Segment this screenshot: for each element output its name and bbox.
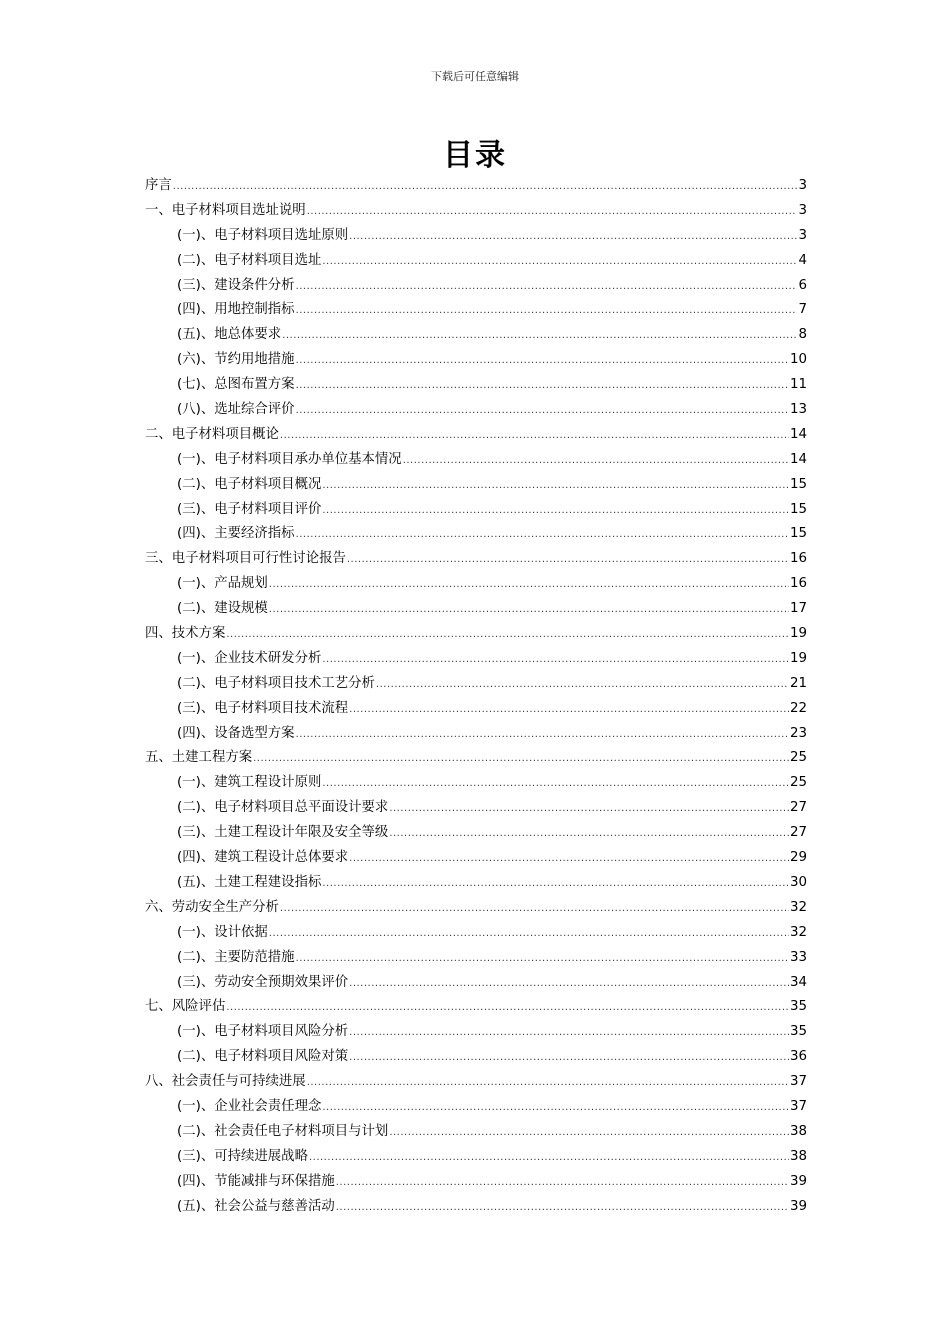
toc-dot-leader (269, 573, 789, 597)
toc-entry[interactable] (145, 473, 807, 498)
toc-entry-label: (四)、用地控制指标 (177, 302, 295, 318)
toc-entry-page-number: 27 (789, 825, 807, 841)
toc-entry-page-number: 25 (789, 750, 807, 766)
table-of-contents (145, 174, 807, 1219)
toc-entry[interactable] (145, 1070, 807, 1095)
toc-entry-label: (三)、电子材料项目技术流程 (177, 700, 349, 716)
toc-dot-leader (349, 225, 797, 249)
toc-entry-page-number: 10 (789, 352, 807, 368)
toc-entry-page-number: 11 (789, 377, 807, 393)
toc-entry-label: 一、电子材料项目选址说明 (145, 202, 306, 218)
toc-dot-leader (349, 1021, 789, 1045)
toc-entry[interactable] (145, 597, 807, 622)
toc-entry[interactable] (145, 1020, 807, 1045)
toc-entry-label: (一)、企业社会责任理念 (177, 1098, 322, 1114)
page-title: 目录 (443, 138, 507, 173)
toc-entry-page-number: 3 (798, 202, 807, 218)
toc-dot-leader (296, 349, 789, 373)
toc-dot-leader (322, 474, 789, 498)
toc-entry[interactable] (145, 323, 807, 348)
toc-entry[interactable] (145, 672, 807, 697)
toc-dot-leader (307, 200, 798, 224)
toc-entry-label: (一)、电子材料项目选址原则 (177, 227, 349, 243)
toc-entry-label: (八)、选址综合评价 (177, 402, 295, 418)
toc-entry-page-number: 27 (789, 800, 807, 816)
toc-entry-page-number: 32 (789, 924, 807, 940)
toc-entry[interactable] (145, 1095, 807, 1120)
toc-dot-leader (349, 972, 789, 996)
toc-dot-leader (389, 797, 789, 821)
toc-entry[interactable] (145, 522, 807, 547)
toc-entry[interactable] (145, 224, 807, 249)
toc-entry-label: (一)、建筑工程设计原则 (177, 775, 322, 791)
toc-entry-label: 七、风险评估 (145, 999, 226, 1015)
toc-entry-label: (四)、建筑工程设计总体要求 (177, 850, 349, 866)
toc-entry-page-number: 34 (789, 974, 807, 990)
toc-dot-leader (296, 299, 798, 323)
toc-dot-leader (226, 996, 789, 1020)
toc-entry-label: (五)、地总体要求 (177, 327, 282, 343)
toc-entry-label: 八、社会责任与可持续进展 (145, 1074, 306, 1090)
toc-dot-leader (280, 897, 789, 921)
toc-entry-page-number: 16 (789, 576, 807, 592)
toc-entry[interactable] (145, 796, 807, 821)
toc-dot-leader (296, 523, 789, 547)
toc-entry[interactable] (145, 373, 807, 398)
toc-entry[interactable] (145, 697, 807, 722)
toc-entry-label: (二)、电子材料项目技术工艺分析 (177, 675, 375, 691)
toc-entry-page-number: 6 (798, 277, 807, 293)
toc-dot-leader (253, 747, 789, 771)
toc-entry[interactable] (145, 722, 807, 747)
toc-entry-page-number: 7 (798, 302, 807, 318)
toc-entry-page-number: 15 (789, 501, 807, 517)
toc-entry[interactable] (145, 423, 807, 448)
toc-entry-page-number: 38 (789, 1148, 807, 1164)
toc-entry-label: 序言 (145, 178, 172, 193)
toc-entry-page-number: 33 (789, 949, 807, 965)
toc-dot-leader (349, 847, 789, 871)
toc-dot-leader (322, 772, 789, 796)
toc-dot-leader (173, 175, 798, 199)
toc-entry[interactable] (145, 995, 807, 1020)
toc-entry-label: (三)、劳动安全预期效果评价 (177, 974, 349, 990)
toc-dot-leader (403, 449, 789, 473)
toc-entry[interactable] (145, 249, 807, 274)
toc-entry-label: (一)、设计依据 (177, 924, 268, 940)
toc-dot-leader (280, 424, 789, 448)
toc-dot-leader (269, 922, 789, 946)
toc-entry-label: 二、电子材料项目概论 (145, 426, 279, 442)
toc-entry-label: 六、劳动安全生产分析 (145, 899, 279, 915)
toc-entry-page-number: 3 (798, 227, 807, 243)
toc-entry-page-number: 29 (789, 850, 807, 866)
toc-entry-page-number: 3 (798, 178, 807, 193)
toc-entry-page-number: 15 (789, 476, 807, 492)
toc-entry[interactable] (145, 846, 807, 871)
toc-entry-label: (四)、节能减排与环保措施 (177, 1173, 335, 1189)
toc-entry[interactable] (145, 771, 807, 796)
toc-entry-page-number: 35 (789, 999, 807, 1015)
toc-entry-label: (二)、电子材料项目总平面设计要求 (177, 800, 389, 816)
toc-entry-page-number: 32 (789, 899, 807, 915)
toc-entry-label: (三)、电子材料项目评价 (177, 501, 322, 517)
toc-dot-leader (389, 822, 789, 846)
toc-entry-page-number: 19 (789, 650, 807, 666)
toc-entry[interactable] (145, 971, 807, 996)
toc-entry-page-number: 15 (789, 526, 807, 542)
toc-entry-label: (六)、节约用地措施 (177, 352, 295, 368)
toc-entry-page-number: 25 (789, 775, 807, 791)
toc-entry-page-number: 39 (789, 1173, 807, 1189)
toc-dot-leader (309, 1146, 789, 1170)
toc-entry-label: (一)、电子材料项目承办单位基本情况 (177, 451, 402, 467)
toc-entry-label: (二)、主要防范措施 (177, 949, 295, 965)
toc-entry-label: (二)、建设规模 (177, 601, 268, 617)
toc-entry[interactable] (145, 547, 807, 572)
toc-entry[interactable] (145, 448, 807, 473)
toc-dot-leader (296, 374, 789, 398)
toc-entry-page-number: 14 (789, 451, 807, 467)
toc-entry-label: (二)、电子材料项目概况 (177, 476, 322, 492)
toc-entry-label: (七)、总图布置方案 (177, 377, 295, 393)
toc-entry-label: 三、电子材料项目可行性讨论报告 (145, 551, 346, 567)
toc-dot-leader (347, 548, 789, 572)
toc-dot-leader (282, 324, 797, 348)
toc-entry-page-number: 14 (789, 426, 807, 442)
toc-entry[interactable] (145, 1170, 807, 1195)
toc-entry-page-number: 21 (789, 675, 807, 691)
toc-entry-page-number: 30 (789, 874, 807, 890)
toc-entry[interactable] (145, 199, 807, 224)
toc-dot-leader (336, 1196, 789, 1220)
toc-entry[interactable] (145, 622, 807, 647)
toc-entry-page-number: 17 (789, 601, 807, 617)
toc-entry-label: (四)、主要经济指标 (177, 526, 295, 542)
toc-entry[interactable] (145, 174, 807, 199)
toc-entry-page-number: 16 (789, 551, 807, 567)
toc-dot-leader (322, 250, 797, 274)
toc-entry[interactable] (145, 946, 807, 971)
toc-entry-label: (一)、电子材料项目风险分析 (177, 1024, 349, 1040)
toc-entry-label: (一)、产品规划 (177, 576, 268, 592)
toc-entry[interactable] (145, 348, 807, 373)
toc-entry-page-number: 35 (789, 1024, 807, 1040)
toc-dot-leader (322, 872, 789, 896)
toc-entry-label: (二)、电子材料项目风险对策 (177, 1049, 349, 1065)
toc-entry[interactable] (145, 1045, 807, 1070)
toc-entry-page-number: 23 (789, 725, 807, 741)
toc-entry-page-number: 8 (798, 327, 807, 343)
toc-dot-leader (322, 499, 789, 523)
toc-entry-page-number: 38 (789, 1123, 807, 1139)
toc-entry-label: (三)、可持续进展战略 (177, 1148, 308, 1164)
toc-entry[interactable] (145, 921, 807, 946)
toc-entry-page-number: 36 (789, 1049, 807, 1065)
toc-entry-label: (四)、设备选型方案 (177, 725, 295, 741)
toc-entry-page-number: 37 (789, 1098, 807, 1114)
toc-entry-label: (三)、建设条件分析 (177, 277, 295, 293)
toc-entry[interactable] (145, 572, 807, 597)
toc-dot-leader (296, 947, 789, 971)
toc-dot-leader (296, 399, 789, 423)
toc-entry[interactable] (145, 746, 807, 771)
toc-entry-label: (一)、企业技术研发分析 (177, 650, 322, 666)
toc-entry-label: 四、技术方案 (145, 626, 226, 642)
toc-entry-label: (五)、社会公益与慈善活动 (177, 1198, 335, 1214)
toc-dot-leader (296, 723, 789, 747)
toc-dot-leader (349, 698, 789, 722)
toc-entry-label: (二)、电子材料项目选址 (177, 252, 322, 268)
toc-entry-label: (二)、社会责任电子材料项目与计划 (177, 1123, 389, 1139)
toc-entry[interactable] (145, 871, 807, 896)
toc-entry-page-number: 37 (789, 1074, 807, 1090)
toc-dot-leader (322, 1096, 789, 1120)
toc-entry-page-number: 39 (789, 1198, 807, 1214)
toc-dot-leader (296, 275, 798, 299)
toc-dot-leader (389, 1121, 789, 1145)
toc-dot-leader (349, 1046, 789, 1070)
header-note: 下载后可任意编辑 (431, 70, 519, 83)
toc-entry-label: (三)、土建工程设计年限及安全等级 (177, 825, 389, 841)
toc-dot-leader (336, 1171, 789, 1195)
toc-entry[interactable] (145, 821, 807, 846)
toc-dot-leader (269, 598, 789, 622)
toc-dot-leader (226, 623, 789, 647)
toc-entry[interactable] (145, 398, 807, 423)
toc-entry[interactable] (145, 1120, 807, 1145)
toc-dot-leader (322, 648, 789, 672)
toc-entry[interactable] (145, 498, 807, 523)
toc-entry-page-number: 19 (789, 626, 807, 642)
toc-entry[interactable] (145, 1195, 807, 1220)
toc-entry[interactable] (145, 298, 807, 323)
toc-entry[interactable] (145, 896, 807, 921)
toc-entry[interactable] (145, 274, 807, 299)
toc-entry-page-number: 13 (789, 402, 807, 418)
toc-dot-leader (376, 673, 789, 697)
toc-dot-leader (307, 1071, 789, 1095)
toc-entry-label: 五、土建工程方案 (145, 750, 253, 766)
toc-entry-page-number: 22 (789, 700, 807, 716)
toc-entry[interactable] (145, 1145, 807, 1170)
toc-entry-page-number: 4 (798, 252, 807, 268)
toc-entry-label: (五)、土建工程建设指标 (177, 874, 322, 890)
toc-entry[interactable] (145, 647, 807, 672)
